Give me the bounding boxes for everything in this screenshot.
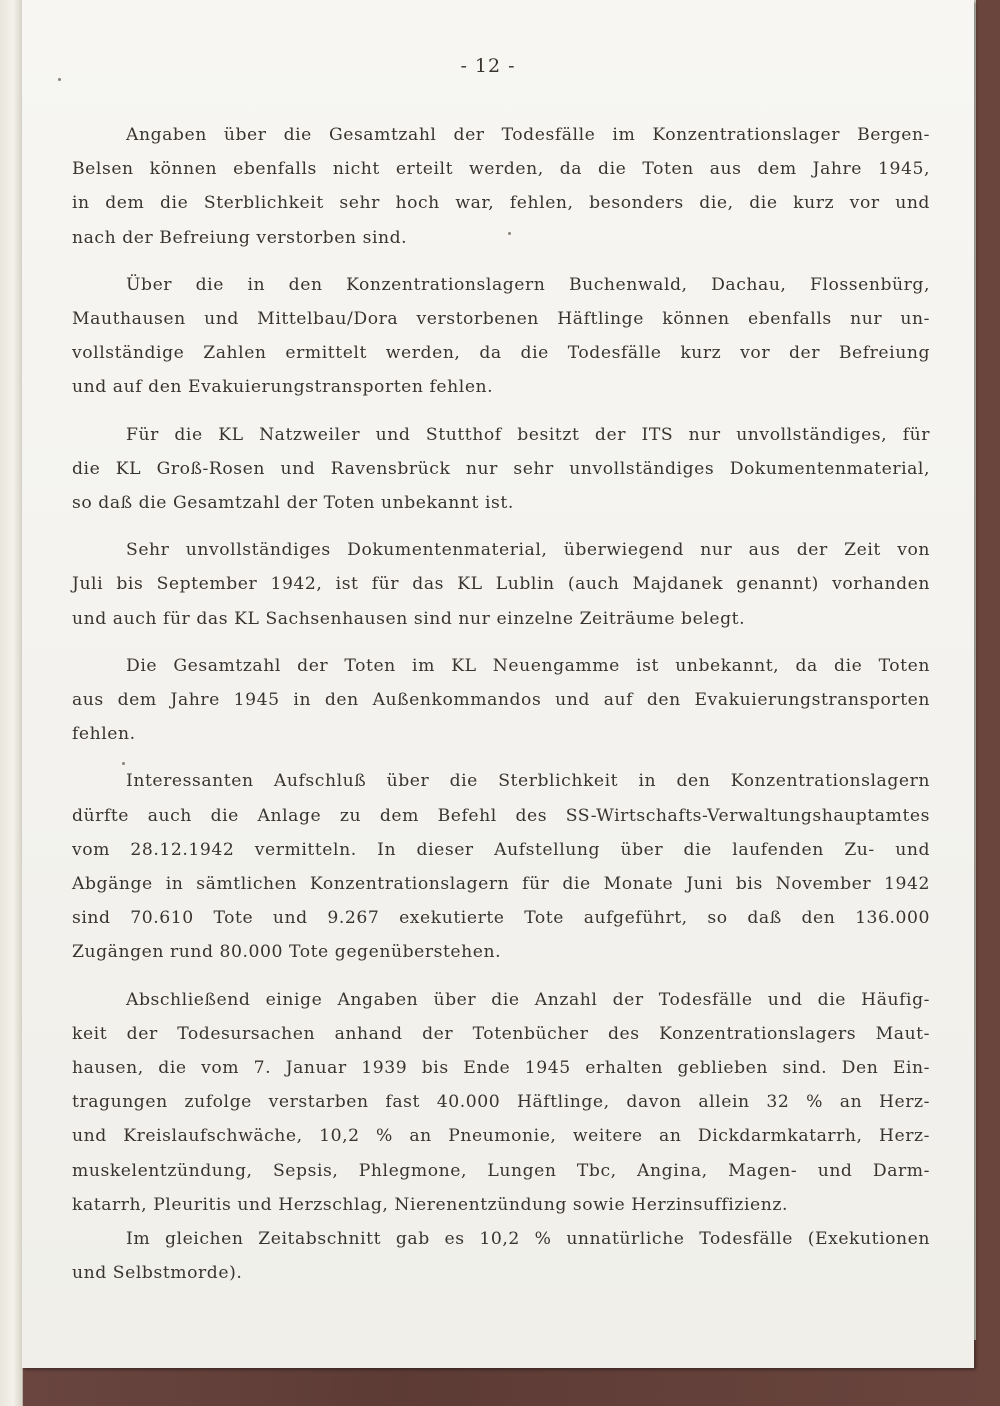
text-line: tragungen zufolge verstarben fast 40.000 Häftlinge, davon allein 32 % an Herz-	[72, 1092, 930, 1113]
text-line: Die Gesamtzahl der Toten im KL Neuengamme ist unbekannt, da die Toten	[126, 655, 930, 676]
text-line: Belsen können ebenfalls nicht erteilt werden, da die Toten aus dem Jahre 1945,	[72, 159, 930, 180]
text-line: Im gleichen Zeitabschnitt gab es 10,2 % unnatürliche Todesfälle (Exekutionen	[126, 1229, 930, 1250]
body-text	[72, 118, 930, 1304]
text-line: Über die in den Konzentrationslagern Buchenwald, Dachau, Flossenbürg,	[126, 274, 930, 295]
paragraph-buchenwald	[72, 268, 930, 405]
text-line: so daß die Gesamtzahl der Toten unbekannt ist.	[72, 493, 514, 514]
paragraph-unnatural-deaths	[72, 1222, 930, 1290]
text-line: Für die KL Natzweiler und Stutthof besitzt der ITS nur unvollständiges, für	[126, 424, 930, 445]
text-line: Zugängen rund 80.000 Tote gegenüberstehen.	[72, 942, 502, 963]
paragraph-natzweiler	[72, 418, 930, 521]
text-line: Angaben über die Gesamtzahl der Todesfälle im Konzentrationslager Bergen-	[126, 125, 930, 145]
text-line: in dem die Sterblichkeit sehr hoch war, fehlen, besonders die, die kurz vor und	[72, 193, 930, 214]
text-line: hausen, die vom 7. Januar 1939 bis Ende 1945 erhalten geblieben sind. Den Ein-	[72, 1058, 930, 1079]
page-number: - 12 -	[460, 55, 516, 77]
paragraph-lublin	[72, 533, 930, 636]
paragraph-neuengamme	[72, 649, 930, 752]
text-line: Abgänge in sämtlichen Konzentrationslagern für die Monate Juni bis November 1942	[72, 874, 930, 895]
paragraph-mauthausen	[72, 983, 930, 1222]
text-line: Interessanten Aufschluß über die Sterblichkeit in den Konzentrationslagern	[126, 771, 930, 792]
paragraph-ss-wvha	[72, 764, 930, 969]
text-line: keit der Todesursachen anhand der Totenbücher des Konzentrationslagers Maut-	[72, 1023, 930, 1044]
paragraph-bergen-belsen	[72, 118, 930, 255]
text-line: Sehr unvollständiges Dokumentenmaterial, überwiegend nur aus der Zeit von	[126, 540, 930, 561]
text-line: katarrh, Pleuritis und Herzschlag, Nierenentzündung sowie Herzinsuffizienz.	[72, 1194, 788, 1215]
text-line: Juli bis September 1942, ist für das KL Lublin (auch Majdanek genannt) vorhanden	[72, 574, 930, 595]
speck	[58, 78, 61, 81]
adjacent-page-edge	[0, 0, 23, 1406]
text-line: und auf den Evakuierungstransporten fehlen.	[72, 377, 494, 398]
text-line: und auch für das KL Sachsenhausen sind nur einzelne Zeiträume belegt.	[72, 608, 746, 629]
text-line: und Selbstmorde).	[72, 1263, 243, 1284]
text-line: fehlen.	[72, 724, 136, 745]
text-line: aus dem Jahre 1945 in den Außenkommandos und auf den Evakuierungstransporten	[72, 690, 930, 711]
text-line: vollständige Zahlen ermittelt werden, da die Todesfälle kurz vor der Befreiung	[72, 343, 930, 364]
text-line: muskelentzündung, Sepsis, Phlegmone, Lungen Tbc, Angina, Magen- und Darm-	[72, 1160, 930, 1181]
text-line: dürfte auch die Anlage zu dem Befehl des SS-Wirtschafts-Verwaltungshauptamtes	[72, 805, 930, 826]
text-line: Abschließend einige Angaben über die Anzahl der Todesfälle und die Häufig-	[126, 989, 930, 1010]
text-line: nach der Befreiung verstorben sind.	[72, 227, 408, 248]
text-line: Mauthausen und Mittelbau/Dora verstorbenen Häftlinge können ebenfalls nur un-	[72, 309, 930, 330]
text-line: die KL Groß-Rosen und Ravensbrück nur sehr unvollständiges Dokumentenmaterial,	[72, 458, 930, 479]
text-line: vom 28.12.1942 vermitteln. In dieser Aufstellung über die laufenden Zu- und	[72, 839, 930, 860]
text-line: sind 70.610 Tote und 9.267 exekutierte Tote aufgeführt, so daß den 136.000	[72, 908, 930, 929]
text-line: und Kreislaufschwäche, 10,2 % an Pneumonie, weitere an Dickdarmkatarrh, Herz-	[72, 1126, 930, 1147]
